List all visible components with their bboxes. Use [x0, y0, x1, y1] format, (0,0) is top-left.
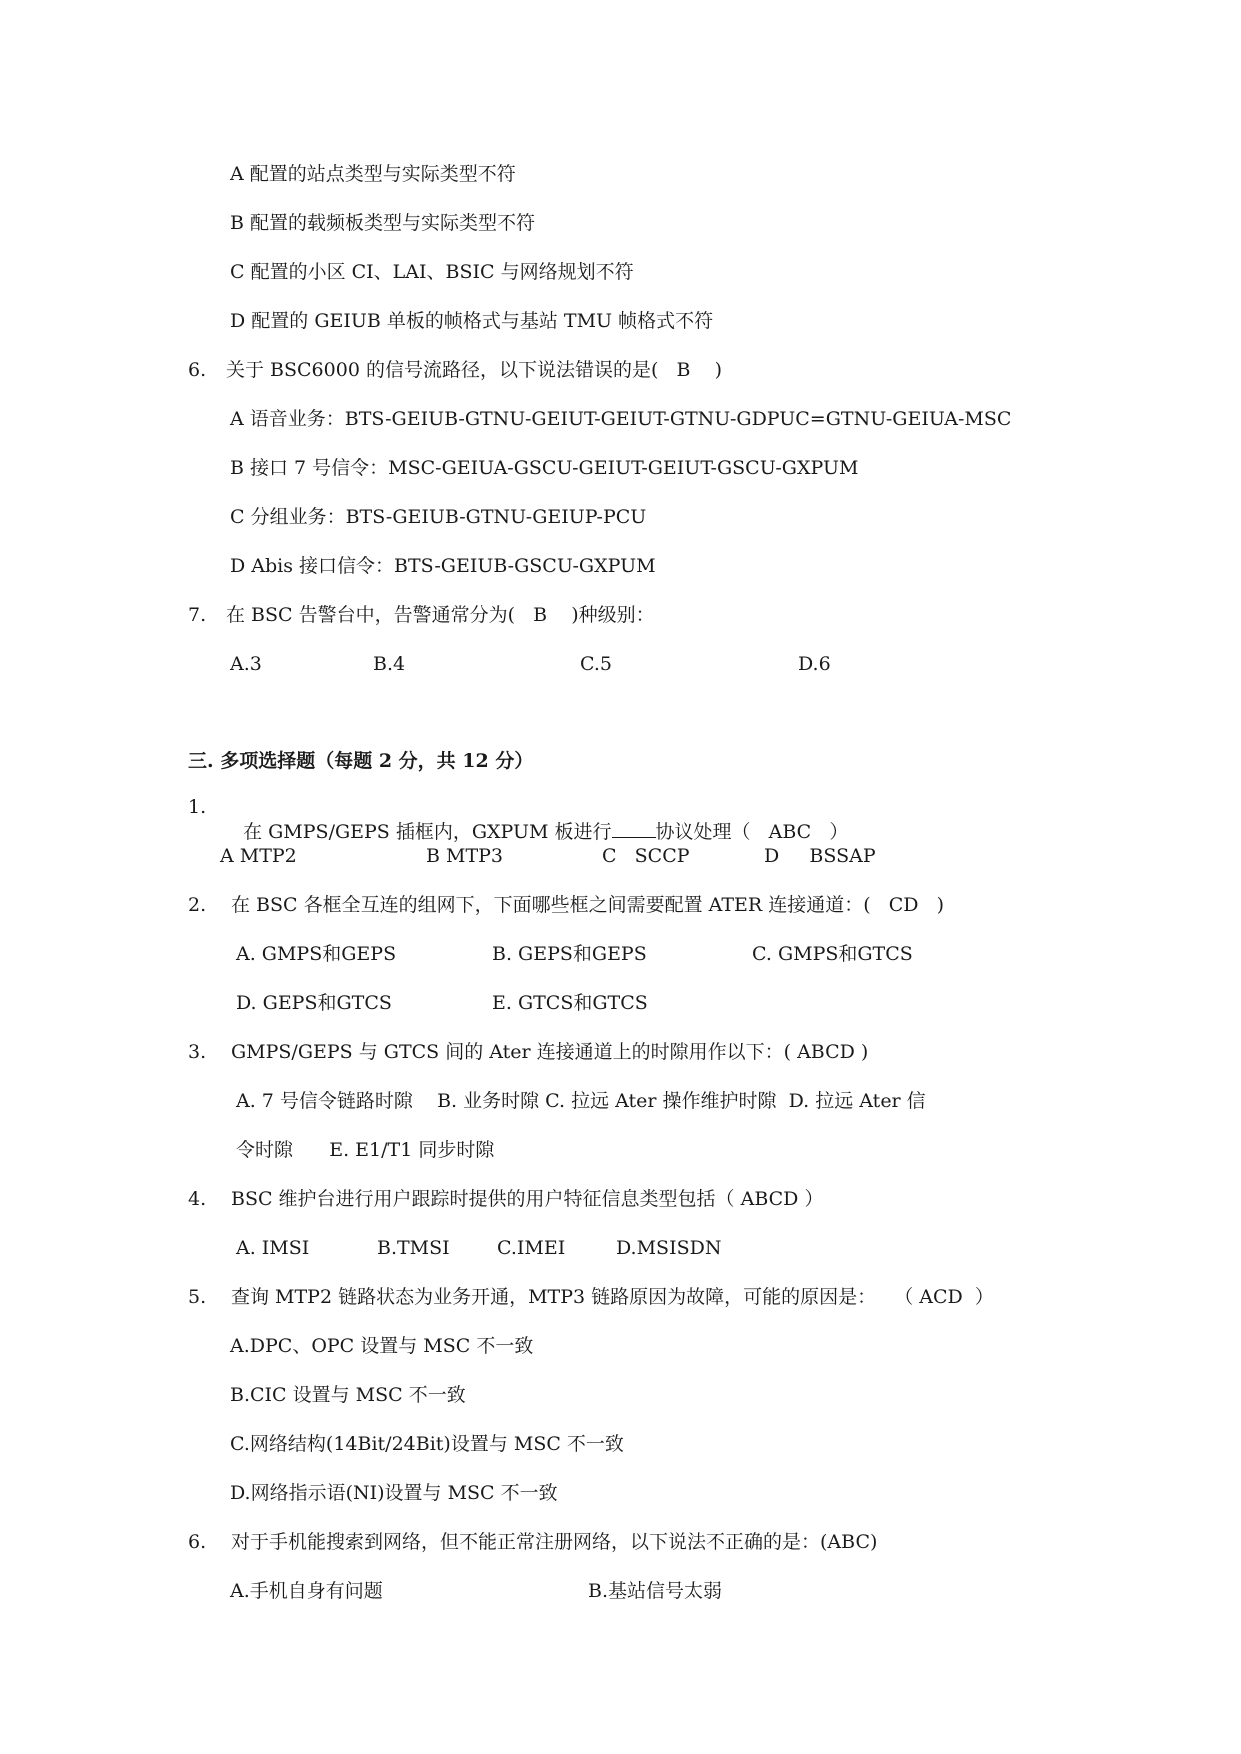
m4-option-a: A. IMSI: [236, 1237, 310, 1259]
m4-option-b: B.TMSI: [377, 1237, 450, 1259]
m4-option-d: D.MSISDN: [616, 1237, 722, 1259]
m6-number: 6.: [188, 1531, 207, 1553]
q7-option-a: A.3: [230, 653, 262, 675]
m5-option-b: B.CIC 设置与 MSC 不一致: [230, 1384, 466, 1406]
q5-option-d: D 配置的 GEIUB 单板的帧格式与基站 TMU 帧格式不符: [230, 310, 714, 332]
m3-number: 3.: [188, 1041, 207, 1063]
q5-option-b: B 配置的载频板类型与实际类型不符: [230, 212, 536, 234]
m2-option-d: D. GEPS和GTCS: [236, 992, 392, 1014]
m5-number: 5.: [188, 1286, 207, 1308]
m1-option-c: C SCCP: [602, 845, 690, 867]
m5-text: 查询 MTP2 链路状态为业务开通，MTP3 链路原因为故障，可能的原因是： （ ACD ）: [231, 1286, 994, 1308]
m2-text: 在 BSC 各框全互连的组网下，下面哪些框之间需要配置 ATER 连接通道：( CD ): [231, 894, 945, 916]
m1-text-before: 在 GMPS/GEPS 插框内，GXPUM 板进行: [243, 821, 612, 843]
m6-text: 对于手机能搜索到网络，但不能正常注册网络，以下说法不正确的是：(ABC): [231, 1531, 878, 1553]
m4-option-c: C.IMEI: [497, 1237, 566, 1259]
q7-option-c: C.5: [580, 653, 612, 675]
m5-option-d: D.网络指示语(NI)设置与 MSC 不一致: [230, 1482, 558, 1504]
q7-option-d: D.6: [798, 653, 831, 675]
q6-option-d: D Abis 接口信令：BTS-GEIUB-GSCU-GXPUM: [230, 555, 656, 577]
m6-option-b: B.基站信号太弱: [588, 1580, 723, 1602]
q7-option-b: B.4: [373, 653, 406, 675]
m6-option-a: A.手机自身有问题: [230, 1580, 383, 1602]
q6-text: 关于 BSC6000 的信号流路径，以下说法错误的是( B ): [226, 359, 723, 381]
m1-text-after: 协议处理（ ABC ）: [655, 821, 849, 843]
q7-number: 7.: [188, 604, 207, 626]
m3-options-line1: A. 7 号信令链路时隙 B. 业务时隙 C. 拉远 Ater 操作维护时隙 D. 拉远 Ater 信: [236, 1090, 926, 1112]
m2-option-b: B. GEPS和GEPS: [492, 943, 647, 965]
q7-text: 在 BSC 告警台中，告警通常分为( B )种级别：: [226, 604, 655, 626]
q6-option-b: B 接口 7 号信令：MSC-GEIUA-GSCU-GEIUT-GEIUT-GSCU-GXPUM: [230, 457, 859, 479]
m2-number: 2.: [188, 894, 207, 916]
m2-option-c: C. GMPS和GTCS: [752, 943, 913, 965]
m5-option-a: A.DPC、OPC 设置与 MSC 不一致: [230, 1335, 534, 1357]
q6-number: 6.: [188, 359, 207, 381]
q6-option-a: A 语音业务：BTS-GEIUB-GTNU-GEIUT-GEIUT-GTNU-GDPUC=GTNU-GEIUA-MSC: [230, 408, 1012, 430]
q5-option-a: A 配置的站点类型与实际类型不符: [230, 163, 516, 185]
q5-option-c: C 配置的小区 CI、LAI、BSIC 与网络规划不符: [230, 261, 634, 283]
m2-option-e: E. GTCS和GTCS: [492, 992, 648, 1014]
m1-option-a: A MTP2: [220, 845, 297, 867]
m1-option-d: D BSSAP: [764, 845, 876, 867]
section-heading: 三. 多项选择题（每题 2 分，共 12 分）: [188, 750, 534, 772]
m1-text: [231, 795, 848, 844]
m2-option-a: A. GMPS和GEPS: [236, 943, 397, 965]
m3-text: GMPS/GEPS 与 GTCS 间的 Ater 连接通道上的时隙用作以下：( ABCD ): [231, 1041, 869, 1063]
m4-number: 4.: [188, 1188, 207, 1210]
m1-number: 1.: [188, 796, 207, 818]
m4-text: BSC 维护台进行用户跟踪时提供的用户特征信息类型包括（ ABCD ）: [231, 1188, 824, 1210]
q6-option-c: C 分组业务：BTS-GEIUB-GTNU-GEIUP-PCU: [230, 506, 647, 528]
m5-option-c: C.网络结构(14Bit/24Bit)设置与 MSC 不一致: [230, 1433, 624, 1455]
m3-options-line2: 令时隙 E. E1/T1 同步时隙: [236, 1139, 495, 1161]
m1-option-b: B MTP3: [426, 845, 504, 867]
answer-blank: [612, 819, 656, 838]
